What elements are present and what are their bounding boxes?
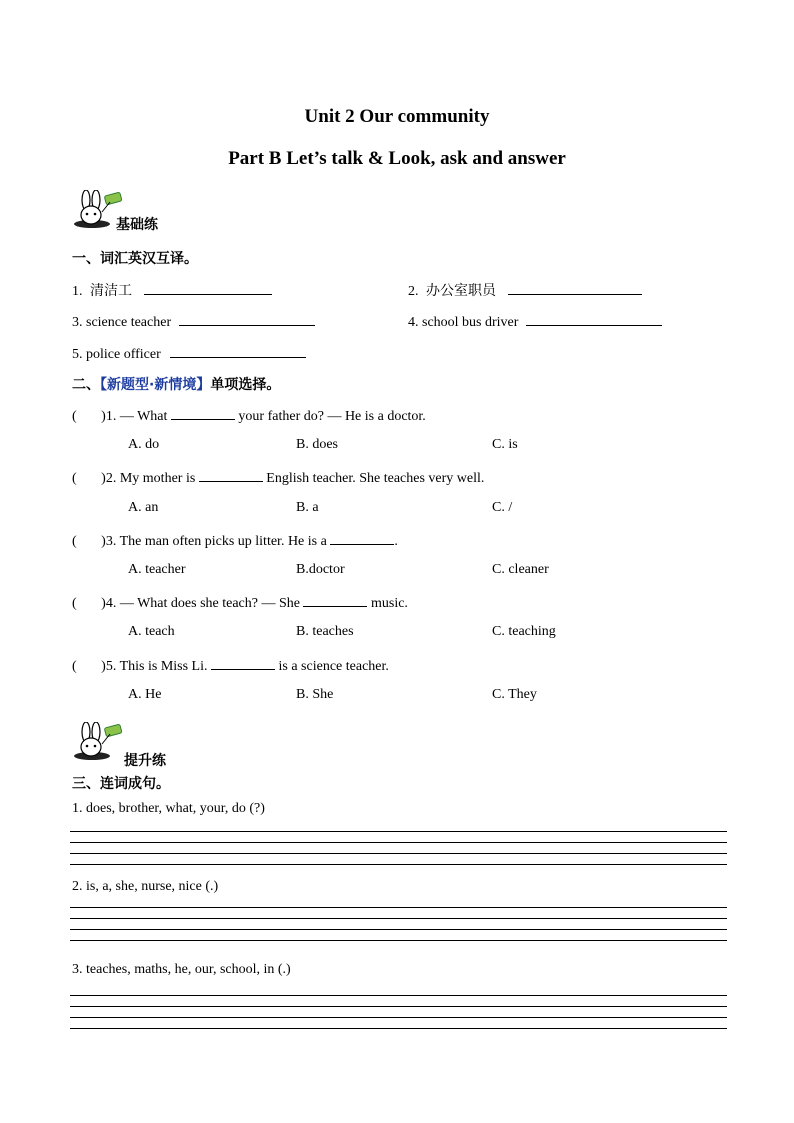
question-text: English teacher. She teaches very well. [266,471,485,486]
question-number: )1. [101,409,117,424]
question-3 [72,531,398,550]
question-text: The man often picks up litter. He is a [119,534,327,549]
writing-line [70,940,727,941]
option-a: A. an [128,500,159,515]
writing-line[interactable] [70,831,727,832]
writing-line [70,1017,727,1018]
question-4 [72,593,408,612]
question-number: )2. [101,471,117,486]
option-b: B. She [296,687,334,702]
answer-blank[interactable] [330,531,394,545]
answer-blank[interactable] [211,656,275,670]
sentence-item-2: 2. is, a, she, nurse, nice (.) [72,879,219,894]
question-1 [72,406,426,425]
vocab-text: 办公室职员 [426,283,496,299]
vocab-item-2 [408,280,642,300]
basic-practice-label: 基础练 [116,217,158,233]
writing-line [70,929,727,930]
writing-line [70,853,727,854]
vocab-item-3 [72,312,315,331]
section2-number: 二、 [72,377,100,393]
answer-paren[interactable]: ( [72,471,102,486]
vocab-item-1 [72,280,272,300]
option-b: B.doctor [296,562,345,577]
vocab-num: 1. [72,284,83,299]
option-a: A. teach [128,624,175,639]
question-number: )4. [101,596,117,611]
vocab-text: science teacher [86,315,172,330]
writing-line[interactable] [70,995,727,996]
vocab-text: 清洁工 [90,283,132,299]
answer-blank[interactable] [526,312,662,326]
writing-line [70,842,727,843]
answer-blank[interactable] [170,344,306,358]
question-number: )5. [101,659,117,674]
question-5 [72,656,389,675]
option-a: A. do [128,437,160,452]
question-text: My mother is [119,471,196,486]
answer-blank[interactable] [508,281,642,295]
section2-heading [72,374,280,394]
question-text: music. [370,596,408,611]
answer-paren[interactable]: ( [72,596,102,611]
answer-blank[interactable] [303,593,367,607]
option-c: C. They [492,687,537,702]
vocab-num: 5. [72,347,83,362]
answer-paren[interactable]: ( [72,534,102,549]
page-title: Unit 2 Our community [304,106,490,127]
section3-heading: 三、连词成句。 [72,776,170,792]
section1-heading: 一、词汇英汉互译。 [72,251,198,267]
new-type-tag: 【新题型·新情境】 [100,377,211,393]
option-c: C. cleaner [492,562,549,577]
question-text: — What [119,409,168,424]
option-c: C. / [492,500,513,515]
sentence-item-3: 3. teaches, maths, he, our, school, in (.) [72,962,291,977]
vocab-num: 2. [408,284,419,299]
option-b: B. a [296,500,319,515]
vocab-text: school bus driver [422,315,519,330]
writing-line[interactable] [70,907,727,908]
question-text: your father do? — He is a doctor. [238,409,426,424]
sentence-item-1: 1. does, brother, what, your, do (?) [72,801,265,816]
question-text: — What does she teach? — She [119,596,300,611]
vocab-item-5 [72,344,306,363]
option-c: C. is [492,437,518,452]
vocab-num: 3. [72,315,83,330]
question-text: This is Miss Li. [119,659,208,674]
section2-title: 单项选择。 [210,377,281,393]
rabbit-mascot-icon [72,722,126,762]
writing-line [70,1028,727,1029]
answer-paren[interactable]: ( [72,659,102,674]
answer-blank[interactable] [144,281,272,295]
writing-line [70,918,727,919]
option-b: B. does [296,437,338,452]
vocab-item-4 [408,312,662,331]
answer-paren[interactable]: ( [72,409,102,424]
page-subtitle: Part B Let’s talk & Look, ask and answer [228,148,566,169]
vocab-num: 4. [408,315,419,330]
writing-line [70,864,727,865]
question-text: is a science teacher. [278,659,389,674]
option-a: A. He [128,687,162,702]
option-a: A. teacher [128,562,186,577]
question-2 [72,468,484,487]
vocab-text: police officer [86,347,161,362]
writing-line [70,1006,727,1007]
answer-blank[interactable] [179,312,315,326]
advanced-practice-label: 提升练 [124,753,166,769]
option-c: C. teaching [492,624,556,639]
answer-blank[interactable] [199,468,263,482]
option-b: B. teaches [296,624,354,639]
question-number: )3. [101,534,117,549]
question-text: . [394,534,398,549]
answer-blank[interactable] [171,406,235,420]
